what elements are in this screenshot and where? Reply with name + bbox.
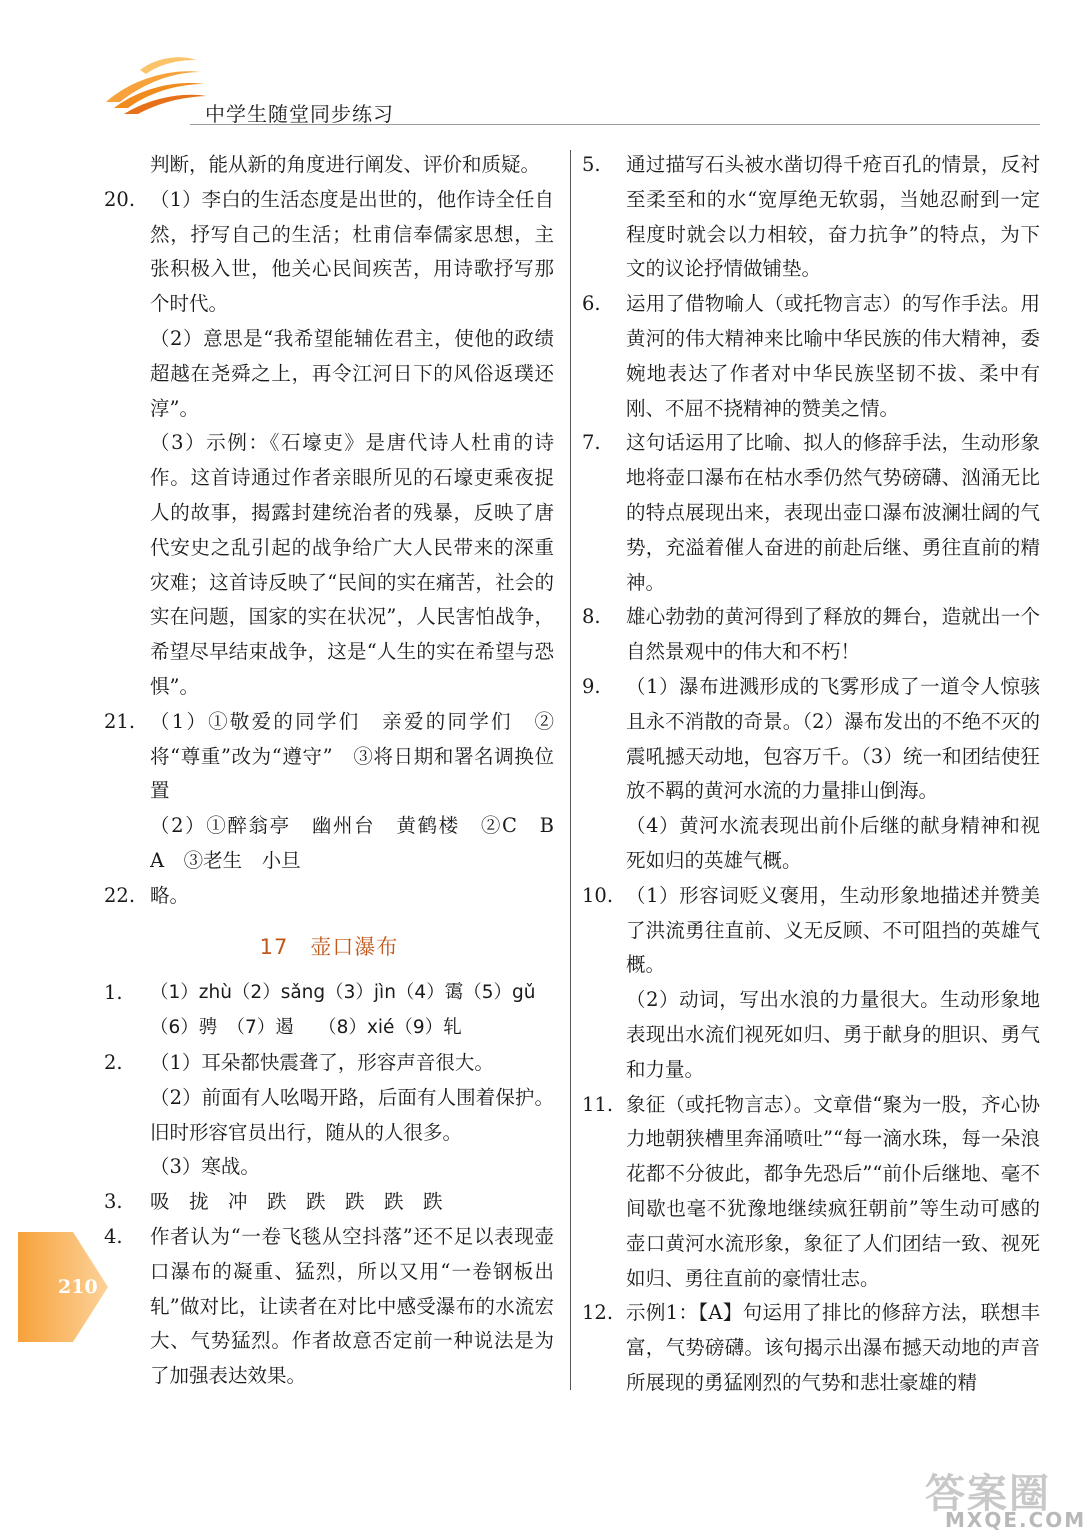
answer-9-part-1: （1）瀑布进溅形成的飞雾形成了一道令人惊骇且永不消散的奇景。（2）瀑布发出的不绝不灭的震吼撼天动地，包容万千。（3）统一和团结使狂放不羁的黄河水流的力量排山倒海。 [626, 674, 1040, 803]
page-header-title: 中学生随堂同步练习 [205, 102, 394, 126]
answer-8 [582, 600, 1040, 670]
watermark-logo: 答案圈 [925, 1471, 1051, 1517]
page-number: 210 [58, 1276, 98, 1298]
answer-11-text: 象征（或托物言志）。文章借“聚为一股，齐心协力地朝狭槽里奔涌喷吐”“每一滴水珠，每一朵浪花都不分彼此，都争先恐后”“前仆后继地、毫不间歇也毫不犹豫地继续疯狂朝前”等生动可感的壶口黄河水流形象，象征了人们团结一致、视死如归、勇往直前的豪情壮志。 [626, 1092, 1040, 1290]
answer-number: 22. [104, 883, 136, 907]
answer-21 [104, 705, 554, 809]
answer-20-part-2: （2）意思是“我希望能辅佐君主，使他的政绩超越在尧舜之上，再令江河日下的风俗返璞还淳”。 [150, 326, 554, 420]
answer-4 [104, 1220, 554, 1394]
answer-number: 5. [582, 153, 601, 176]
answer-10-part-2: （2）动词，写出水浪的力量很大。生动形象地表现出水流们视死如归、勇于献身的胆识、勇气和力量。 [626, 988, 1040, 1081]
answer-number: 4. [104, 1224, 123, 1248]
column-divider [570, 150, 571, 1390]
header-rule [190, 124, 1040, 125]
answer-3-text: 吸 拢 冲 跌 跌 跌 跌 跌 [150, 1190, 443, 1214]
answer-12-text: 示例1：【A】句运用了排比的修辞方法，联想丰富，气势磅礴。该句揭示出瀑布撼天动地的声音所展现的勇猛刚烈的气势和悲壮豪雄的精 [626, 1301, 1040, 1394]
answer-7-text: 这句话运用了比喻、拟人的修辞手法，生动形象地将壶口瀑布在枯水季仍然气势磅礴、汹涌无比的特点展现出来，表现出壶口瀑布波澜壮阔的气势，充溢着催人奋进的前赴后继、勇往直前的精神。 [626, 431, 1040, 594]
answer-number: 8. [582, 605, 601, 629]
page-header [100, 50, 1040, 130]
answer-number: 21. [104, 709, 136, 733]
answer-5 [582, 148, 1040, 287]
continuation-text: 判断，能从新的角度进行阐发、评价和质疑。 [150, 153, 541, 176]
answer-6-text: 运用了借物喻人（或托物言志）的写作手法。用黄河的伟大精神来比喻中华民族的伟大精神，委婉地表达了作者对中华民族坚韧不拔、柔中有刚、不屈不挠精神的赞美之情。 [626, 292, 1040, 420]
answer-4-text: 作者认为“一卷飞毯从空抖落”还不足以表现壶口瀑布的凝重、猛烈，所以又用“一卷钢板出轧”做对比，让读者在对比中感受瀑布的水流宏大、气势猛烈。作者故意否定前一种说法是为了加强表达效果。 [150, 1224, 554, 1388]
answer-10-part-1: （1）形容词贬义褒用，生动形象地描述并赞美了洪流勇往直前、义无反顾、不可阻挡的英雄气概。 [626, 883, 1040, 977]
answer-2-part-2: （2）前面有人吆喝开路，后面有人围着保护。旧时形容官员出行，随从的人很多。 [150, 1085, 554, 1144]
answer-3 [104, 1185, 554, 1220]
left-column [104, 148, 574, 1394]
answer-10 [582, 879, 1040, 1088]
answer-number: 2. [104, 1050, 123, 1074]
answer-1-line-2: （6）骋 （7）遏 （8）xié（9）轧 [150, 1017, 462, 1039]
answer-2 [104, 1046, 554, 1081]
answer-20-part-1: （1）李白的生活态度是出世的，他作诗全任自然，抒写自己的生活；杜甫信奉儒家思想，主张积极入世，他关心民间疾苦，用诗歌抒写那个时代。 [150, 187, 554, 316]
flame-logo-icon [100, 50, 210, 120]
answer-7 [582, 426, 1040, 600]
answer-9-part-2: （4）黄河水流表现出前仆后继的献身精神和视死如归的英雄气概。 [626, 814, 1040, 872]
answer-number: 6. [582, 292, 601, 316]
answer-2-part-3: （3）寒战。 [150, 1155, 260, 1179]
answer-number: 20. [104, 187, 136, 211]
answer-21-part-1: （1）①敬爱的同学们 亲爱的同学们 ②将“尊重”改为“遵守” ③将日期和署名调换位置 [150, 709, 554, 803]
answer-1-line-1: （1）zhù（2）sǎng（3）jìn（4）霭（5）gǔ [150, 982, 536, 1004]
answer-8-text: 雄心勃勃的黄河得到了释放的舞台，造就出一个自然景观中的伟大和不朽！ [626, 605, 1040, 664]
answer-number: 1. [104, 981, 123, 1005]
answer-20-part-3: （3）示例：《石壕吏》是唐代诗人杜甫的诗作。这首诗通过作者亲眼所见的石壕吏乘夜捉人的故事，揭露封建统治者的残暴，反映了唐代安史之乱引起的战争给广大人民带来的深重灾难；这首诗反映了“民间的实在痛苦，社会的实在问题，国家的实在状况”，人民害怕战争，希望尽早结束战争，这是“人生的实在希望与恐惧”。 [150, 431, 554, 698]
answer-6 [582, 287, 1040, 426]
answer-9 [582, 670, 1040, 879]
answer-22 [104, 879, 554, 914]
watermark-url: MXQE.COM [945, 1508, 1087, 1532]
answer-12 [582, 1296, 1040, 1400]
answer-22-text: 略。 [150, 883, 190, 907]
answer-21-part-2: （2）①醉翁亭 幽州台 黄鹤楼 ②C B A ③老生 小旦 [150, 814, 574, 872]
section-title: 17 壶口瀑布 [259, 934, 399, 959]
answer-5-text: 通过描写石头被水凿切得千疮百孔的情景，反衬至柔至和的水“宽厚绝无软弱，当她忍耐到一定程度时就会以力相较，奋力抗争”的特点，为下文的议论抒情做铺垫。 [626, 153, 1040, 281]
right-column [582, 148, 1040, 1401]
answer-20 [104, 183, 554, 322]
answer-number: 3. [104, 1190, 123, 1214]
answer-1 [104, 976, 554, 1046]
answer-number: 12. [582, 1301, 614, 1325]
answer-number: 7. [582, 431, 601, 455]
answer-number: 11. [582, 1092, 614, 1116]
answer-number: 10. [582, 883, 614, 907]
answer-2-part-1: （1）耳朵都快震聋了，形容声音很大。 [150, 1050, 494, 1074]
answer-number: 9. [582, 674, 601, 698]
answer-11 [582, 1088, 1040, 1297]
